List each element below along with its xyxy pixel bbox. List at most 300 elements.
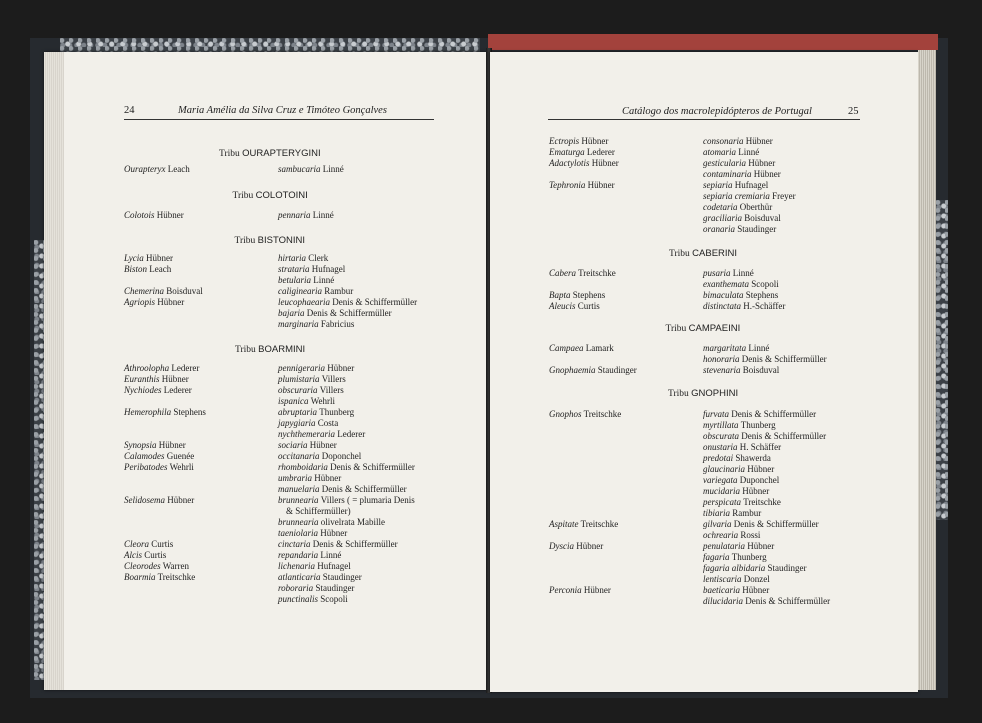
genus-author: Lederer: [161, 385, 192, 395]
species-name: pusaria: [703, 268, 733, 278]
species-entry: [278, 363, 354, 374]
marbled-endpaper-right: [936, 200, 948, 520]
genus-name: Cleorodes: [124, 561, 161, 571]
genus-name: Campaea: [549, 343, 584, 353]
tribu-label: Tribu: [232, 191, 256, 201]
species-author: Boisduval: [742, 365, 780, 375]
species-name: japygiaria: [278, 418, 318, 428]
genus-name: Dyscia: [549, 541, 574, 551]
species-entry: [703, 301, 785, 312]
genus-name: Chemerina: [124, 286, 164, 296]
species-author: Fabricius: [320, 319, 355, 329]
species-name: bimaculata: [703, 290, 746, 300]
species-name: sociaria: [278, 440, 310, 450]
genus-author: Hübner: [159, 374, 189, 384]
species-name: pennaria: [278, 210, 313, 220]
genus-name: Euranthis: [124, 374, 160, 384]
species-entry: [278, 517, 385, 528]
genus-author: Lederer: [169, 363, 200, 373]
tribu-label: Tribu: [668, 389, 692, 399]
genus-author: Staudinger: [595, 365, 637, 375]
species-author: Hufnagel: [734, 180, 769, 190]
marbled-endpaper-left: [34, 240, 44, 680]
genus-entry: [549, 180, 615, 191]
species-name: baeticaria: [703, 585, 743, 595]
page-header-left: Maria Amélia da Silva Cruz e Timóteo Gonçalves: [178, 105, 387, 116]
species-name: brunnearia: [278, 495, 321, 505]
species-entry: [278, 561, 351, 572]
species-author: Wehrli: [310, 396, 336, 406]
species-author: Linné: [738, 147, 760, 157]
genus-author: Stephens: [171, 407, 206, 417]
species-entry: [703, 224, 776, 235]
species-author: Clerk: [308, 253, 329, 263]
species-author: Hübner: [747, 541, 775, 551]
genus-entry: [549, 301, 600, 312]
species-entry: [278, 297, 417, 308]
tribu-label: Tribu: [235, 345, 259, 355]
genus-name: Peribatodes: [124, 462, 168, 472]
species-entry: [278, 440, 337, 451]
genus-entry: [124, 264, 171, 275]
genus-name: Ourapteryx: [124, 164, 166, 174]
species-author: Hufnagel: [311, 264, 346, 274]
tribu-name: BOARMINI: [258, 344, 306, 355]
headband-red: [488, 34, 938, 50]
species-name: perspicata: [703, 497, 744, 507]
species-entry: [278, 473, 341, 484]
species-author: Hübner: [753, 169, 781, 179]
genus-name: Biston: [124, 264, 148, 274]
genus-name: Perconia: [549, 585, 582, 595]
species-author: Shawerda: [735, 453, 771, 463]
species-name: atlanticaria: [278, 572, 323, 582]
genus-author: Hübner: [156, 440, 186, 450]
species-name: obscuraria: [278, 385, 320, 395]
genus-entry: [124, 550, 166, 561]
tribu-name: OURAPTERYGINI: [242, 148, 321, 159]
species-author: Rambur: [732, 508, 762, 518]
genus-author: Curtis: [575, 301, 600, 311]
species-name: occitanaria: [278, 451, 322, 461]
species-name: umbraria: [278, 473, 315, 483]
species-name: marginaria: [278, 319, 321, 329]
genus-author: Wehrli: [167, 462, 194, 472]
genus-entry: [124, 462, 194, 473]
species-name: stevenaria: [703, 365, 743, 375]
species-name: punctinalis: [278, 594, 321, 604]
species-entry: [703, 343, 769, 354]
species-entry: [286, 506, 351, 517]
genus-author: Hübner: [579, 136, 609, 146]
species-name: tibiaria: [703, 508, 733, 518]
genus-name: Cleora: [124, 539, 150, 549]
species-entry: [703, 541, 774, 552]
species-entry: [278, 385, 344, 396]
species-entry: [703, 290, 778, 301]
genus-author: Hübner: [154, 210, 184, 220]
species-author: Denis & Schiffermüller: [332, 297, 418, 307]
genus-entry: [124, 539, 173, 550]
genus-author: Lamark: [583, 343, 614, 353]
species-entry: [703, 409, 816, 420]
species-name: graciliaria: [703, 213, 745, 223]
species-name: lichenaria: [278, 561, 318, 571]
species-author: Oberthür: [739, 202, 773, 212]
species-name: sambucaria: [278, 164, 323, 174]
species-name: onustaria: [703, 442, 740, 452]
species-author: Linné: [748, 343, 770, 353]
species-name: glaucinaria: [703, 464, 748, 474]
species-author: Linné: [732, 268, 754, 278]
genus-name: Aleucis: [549, 301, 576, 311]
species-entry: [703, 191, 796, 202]
genus-author: Guenée: [164, 451, 195, 461]
genus-entry: [549, 136, 608, 147]
genus-name: Gnophos: [549, 409, 582, 419]
species-name: codetaria: [703, 202, 740, 212]
species-entry: [703, 268, 754, 279]
species-name: cinctaria: [278, 539, 313, 549]
species-name: honoraria: [703, 354, 742, 364]
genus-entry: [124, 297, 184, 308]
genus-author: Curtis: [149, 539, 174, 549]
species-author: Rambur: [324, 286, 354, 296]
species-author: Staudinger: [315, 583, 355, 593]
species-author: Duponchel: [739, 475, 780, 485]
species-name: penulataria: [703, 541, 748, 551]
species-entry: [703, 486, 769, 497]
genus-entry: [549, 541, 603, 552]
species-author: Doponchel: [321, 451, 362, 461]
genus-name: Bapta: [549, 290, 571, 300]
species-author: Donzel: [743, 574, 770, 584]
genus-name: Aspitate: [549, 519, 579, 529]
genus-author: Hübner: [574, 541, 604, 551]
genus-name: Adactylotis: [549, 158, 590, 168]
species-entry: [278, 550, 341, 561]
species-author: & Schiffermüller): [286, 506, 351, 516]
species-entry: [278, 407, 354, 418]
species-author: Hübner: [748, 158, 776, 168]
species-entry: [703, 202, 772, 213]
species-entry: [278, 275, 334, 286]
species-author: Stephens: [745, 290, 779, 300]
species-entry: [703, 585, 769, 596]
genus-name: Calamodes: [124, 451, 165, 461]
species-entry: [703, 136, 773, 147]
genus-entry: [549, 409, 621, 420]
genus-author: Boisduval: [164, 286, 203, 296]
species-name: nychthemeraria: [278, 429, 338, 439]
species-author: Hübner: [745, 136, 773, 146]
species-name: bajaria: [278, 308, 307, 318]
species-entry: [278, 253, 328, 264]
genus-entry: [124, 451, 194, 462]
genus-entry: [124, 440, 186, 451]
species-author: Linné: [322, 164, 344, 174]
species-name: betularia: [278, 275, 314, 285]
species-name: myrtillata: [703, 420, 741, 430]
species-author: Denis & Schiffermüller: [330, 462, 415, 472]
species-author: Hübner: [314, 473, 342, 483]
genus-entry: [549, 147, 615, 158]
genus-author: Leach: [165, 164, 190, 174]
species-entry: [278, 429, 365, 440]
species-entry: [703, 147, 759, 158]
species-name: manuelaria: [278, 484, 322, 494]
species-entry: [703, 475, 779, 486]
genus-entry: [124, 495, 194, 506]
genus-entry: [549, 290, 605, 301]
species-entry: [278, 594, 348, 605]
species-entry: [278, 308, 392, 319]
species-name: obscurata: [703, 431, 742, 441]
species-entry: [703, 563, 807, 574]
species-name: contaminaria: [703, 169, 754, 179]
genus-entry: [124, 164, 190, 175]
genus-author: Hübner: [155, 297, 185, 307]
species-entry: [278, 539, 398, 550]
genus-entry: [549, 158, 619, 169]
species-name: hirtaria: [278, 253, 309, 263]
species-author: Freyer: [772, 191, 796, 201]
species-name: furvata: [703, 409, 732, 419]
species-name: dilucidaria: [703, 596, 746, 606]
species-name: pennigeraria: [278, 363, 328, 373]
species-author: Hübner: [747, 464, 775, 474]
genus-name: Alcis: [124, 550, 142, 560]
species-entry: [703, 442, 781, 453]
genus-author: Hübner: [165, 495, 195, 505]
species-author: Linné: [313, 275, 335, 285]
species-author: Villers ( = plumaria Denis: [320, 495, 415, 505]
species-entry: [278, 264, 345, 275]
species-name: exanthemata: [703, 279, 752, 289]
species-name: caliginearia: [278, 286, 325, 296]
tribu-label: Tribu: [669, 249, 693, 259]
genus-author: Treitschke: [576, 268, 616, 278]
genus-name: Selidosema: [124, 495, 165, 505]
genus-author: Treitschke: [578, 519, 619, 529]
species-name: gesticularia: [703, 158, 749, 168]
species-author: Rossi: [740, 530, 761, 540]
genus-entry: [124, 374, 189, 385]
tribu-heading: [666, 323, 741, 334]
species-name: plumistaria: [278, 374, 322, 384]
species-entry: [703, 596, 830, 607]
species-author: Treitschke: [743, 497, 781, 507]
header-rule-left: [124, 119, 434, 120]
tribu-name: BISTONINI: [257, 235, 305, 246]
genus-author: Hübner: [585, 180, 615, 190]
species-entry: [278, 462, 415, 473]
species-name: ochrearia: [703, 530, 741, 540]
species-name: lentiscaria: [703, 574, 744, 584]
tribu-heading: [235, 344, 305, 355]
species-author: Denis & Schiffermüller: [321, 484, 407, 494]
species-author: H.-Schäffer: [743, 301, 786, 311]
species-entry: [278, 418, 338, 429]
species-author: Thunberg: [731, 552, 767, 562]
species-author: Denis & Schiffermüller: [731, 409, 817, 419]
species-entry: [278, 319, 354, 330]
species-author: Thunberg: [740, 420, 776, 430]
genus-name: Nychiodes: [124, 385, 162, 395]
species-author: Denis & Schiffermüller: [745, 596, 831, 606]
genus-author: Treitschke: [155, 572, 196, 582]
genus-entry: [124, 210, 184, 221]
tribu-name: CABERINI: [692, 248, 738, 259]
header-rule-right: [548, 119, 860, 120]
species-name: gilvaria: [703, 519, 734, 529]
species-entry: [278, 396, 335, 407]
species-author: Lederer: [337, 429, 366, 439]
species-author: H. Schäffer: [739, 442, 782, 452]
genus-entry: [549, 343, 614, 354]
species-name: leucophaearia: [278, 297, 333, 307]
species-entry: [278, 528, 347, 539]
species-name: atomaria: [703, 147, 739, 157]
species-author: Boisduval: [744, 213, 781, 223]
species-entry: [703, 464, 774, 475]
genus-author: Leach: [147, 264, 172, 274]
genus-name: Synopsia: [124, 440, 157, 450]
species-entry: [278, 484, 407, 495]
species-name: mucidaria: [703, 486, 743, 496]
species-entry: [703, 508, 761, 519]
species-author: Denis & Schiffermüller: [306, 308, 392, 318]
genus-name: Cabera: [549, 268, 576, 278]
species-entry: [278, 451, 361, 462]
species-name: margaritata: [703, 343, 749, 353]
left-page-edge: [44, 52, 64, 690]
species-entry: [703, 519, 819, 530]
genus-name: Athroolopha: [124, 363, 170, 373]
genus-entry: [549, 519, 618, 530]
species-author: Thunberg: [319, 407, 355, 417]
genus-name: Tephronia: [549, 180, 586, 190]
species-author: Hübner: [742, 486, 770, 496]
tribu-name: CAMPAEINI: [688, 323, 741, 334]
species-entry: [703, 453, 771, 464]
genus-name: Ematurga: [549, 147, 585, 157]
tribu-name: COLOTOINI: [255, 190, 308, 201]
species-author: Staudinger: [767, 563, 807, 573]
species-name: abruptaria: [278, 407, 320, 417]
species-entry: [703, 169, 781, 180]
species-author: Hübner: [320, 528, 348, 538]
page-header-right: Catálogo dos macrolepidópteros de Portugal: [622, 106, 812, 117]
species-name: consonaria: [703, 136, 746, 146]
genus-name: Gnophaemia: [549, 365, 596, 375]
species-name: ispanica: [278, 396, 311, 406]
genus-name: Lycia: [124, 253, 144, 263]
species-author: Hübner: [309, 440, 337, 450]
species-entry: [703, 530, 760, 541]
species-author: Hübner: [742, 585, 770, 595]
species-name: oranaria: [703, 224, 738, 234]
species-entry: [703, 279, 779, 290]
genus-author: Warren: [160, 561, 190, 571]
genus-author: Curtis: [142, 550, 167, 560]
species-entry: [703, 552, 767, 563]
species-author: Villers: [319, 385, 344, 395]
species-name: sepiaria cremiaria: [703, 191, 773, 201]
species-entry: [278, 374, 346, 385]
species-name: roboraria: [278, 583, 316, 593]
genus-entry: [124, 572, 195, 583]
species-entry: [703, 431, 826, 442]
species-author: Denis & Schiffermüller: [741, 354, 827, 364]
genus-author: Stephens: [570, 290, 606, 300]
tribu-heading: [219, 148, 321, 159]
genus-entry: [549, 268, 616, 279]
species-entry: [278, 210, 334, 221]
tribu-heading: [668, 388, 738, 399]
species-author: Hübner: [327, 363, 355, 373]
genus-entry: [124, 385, 192, 396]
species-entry: [278, 583, 354, 594]
tribu-name: GNOPHINI: [691, 388, 739, 399]
genus-name: Hemerophila: [124, 407, 172, 417]
genus-entry: [549, 585, 611, 596]
page-number-left: 24: [124, 105, 135, 116]
page-number-right: 25: [848, 106, 859, 117]
tribu-label: Tribu: [234, 236, 258, 246]
species-entry: [703, 574, 770, 585]
genus-author: Hübner: [589, 158, 619, 168]
species-author: Staudinger: [322, 572, 362, 582]
genus-entry: [124, 407, 206, 418]
tribu-heading: [233, 190, 308, 201]
species-entry: [278, 164, 344, 175]
species-author: Hufnagel: [317, 561, 351, 571]
species-entry: [703, 354, 827, 365]
genus-author: Hübner: [581, 585, 611, 595]
species-entry: [703, 365, 779, 376]
species-name: variegata: [703, 475, 740, 485]
species-entry: [278, 495, 415, 506]
species-author: Linné: [320, 550, 342, 560]
genus-entry: [124, 286, 203, 297]
species-name: strataria: [278, 264, 312, 274]
species-name: sepiaria: [703, 180, 735, 190]
species-name: rhomboidaria: [278, 462, 331, 472]
species-name: predotai: [703, 453, 736, 463]
genus-author: Lederer: [584, 147, 615, 157]
tribu-label: Tribu: [219, 149, 243, 159]
species-name: fagaria albidaria: [703, 563, 768, 573]
species-name: repandaria: [278, 550, 321, 560]
genus-entry: [124, 363, 199, 374]
genus-name: Boarmia: [124, 572, 156, 582]
species-name: distinctata: [703, 301, 744, 311]
species-entry: [703, 158, 775, 169]
genus-name: Agriopis: [124, 297, 156, 307]
species-author: Denis & Schiffermüller: [312, 539, 398, 549]
species-author: Scopoli: [320, 594, 348, 604]
species-entry: [278, 286, 353, 297]
species-entry: [278, 572, 362, 583]
species-entry: [703, 180, 768, 191]
right-page-edge: [918, 50, 936, 690]
species-author: Villers: [321, 374, 346, 384]
genus-entry: [124, 561, 189, 572]
tribu-label: Tribu: [665, 324, 689, 334]
species-author: Staudinger: [737, 224, 777, 234]
species-name: brunnearia: [278, 517, 321, 527]
